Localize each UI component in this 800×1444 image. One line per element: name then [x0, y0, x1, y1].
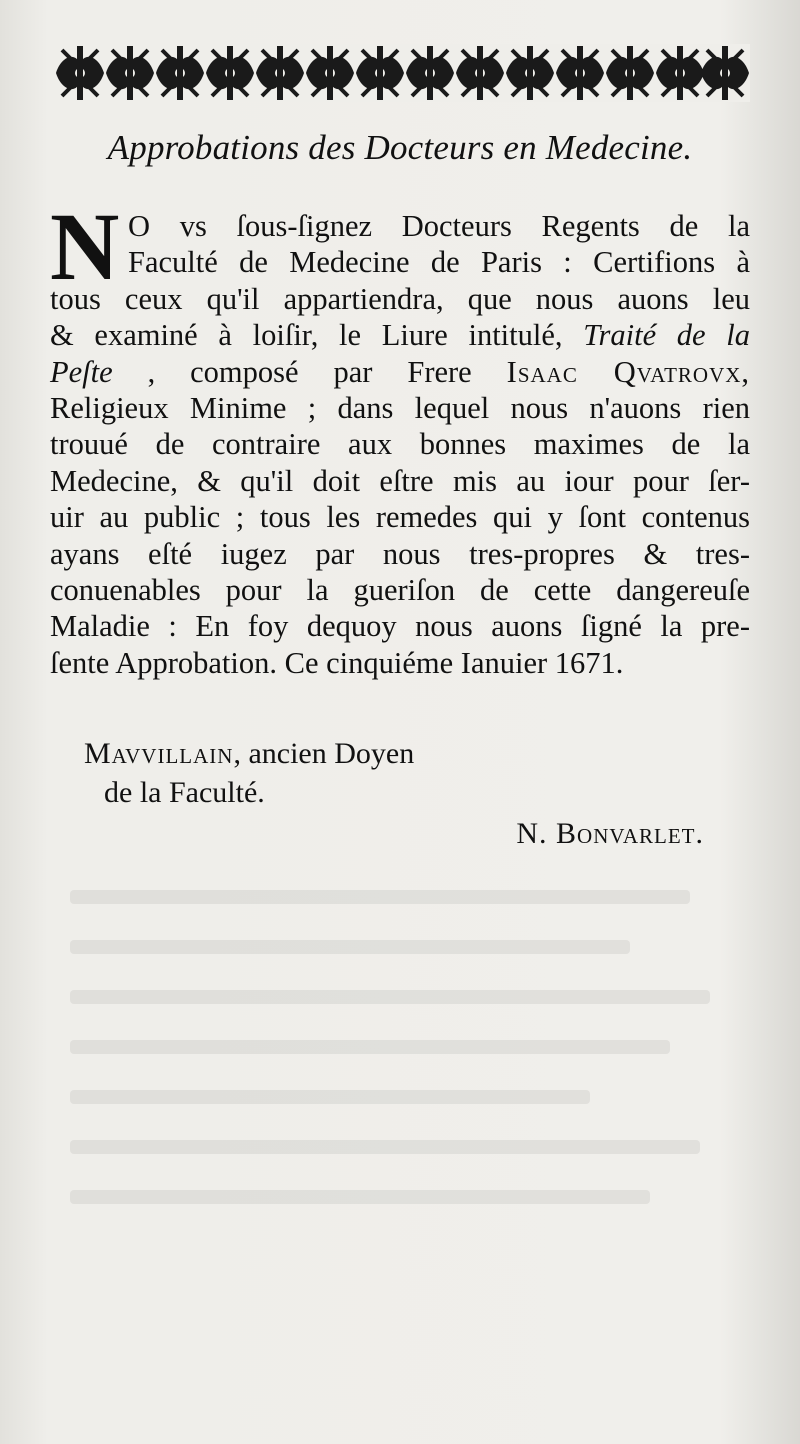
- signatory-title: , ancien Doyen: [233, 737, 415, 770]
- signature-first: [84, 736, 414, 772]
- signatory-name: Mavvillain: [84, 737, 234, 770]
- text-line: [50, 354, 750, 390]
- text-line: tous ceux qu'il appartiendra, que nous auons leu: [50, 281, 750, 316]
- text-line: Maladie : En foy dequoy nous auons ſigné la pre-: [50, 609, 750, 644]
- text-line: Medecine, & qu'il doit eſtre mis au iour pour ſer-: [50, 463, 750, 498]
- ornamental-header-band: [52, 44, 750, 102]
- approbation-text: [50, 193, 751, 681]
- text-line: ſente Approbation. Ce cinquiéme Ianuier 1671.: [50, 645, 624, 680]
- signatory-title-continued: de la Faculté.: [104, 776, 265, 809]
- drop-cap: N: [50, 193, 120, 300]
- book-title-part: Traité de la: [583, 318, 750, 353]
- text-line: uir au public ; tous les remedes qui y ſont contenus: [50, 500, 750, 535]
- text-line: ayans eſté iugez par nous tres-propres & tres-: [50, 536, 750, 571]
- text-segment: , composé par Frere: [147, 354, 472, 389]
- text-line: [50, 317, 750, 353]
- text-line: O vs ſous-ſignez Docteurs Regents de la: [128, 209, 750, 243]
- page-title: Approbations des Docteurs en Medecine.: [107, 128, 693, 167]
- text-line: Faculté de Medecine de Paris : Certifions à: [128, 245, 750, 280]
- book-title-part: Peſte: [50, 354, 113, 389]
- author-name: Isaac Qvatrovx,: [506, 354, 751, 389]
- text-segment: & examiné à loiſir, le Liure intitulé,: [50, 318, 563, 353]
- text-line: Religieux Minime ; dans lequel nous n'auons rien: [50, 391, 750, 426]
- text-line: trouué de contraire aux bonnes maximes de la: [50, 427, 750, 462]
- text-line: conuenables pour la gueriſon de cette dangereuſe: [50, 573, 750, 608]
- show-through-texture: [60, 880, 760, 1280]
- signature-second: N. Bonvarlet.: [516, 817, 704, 850]
